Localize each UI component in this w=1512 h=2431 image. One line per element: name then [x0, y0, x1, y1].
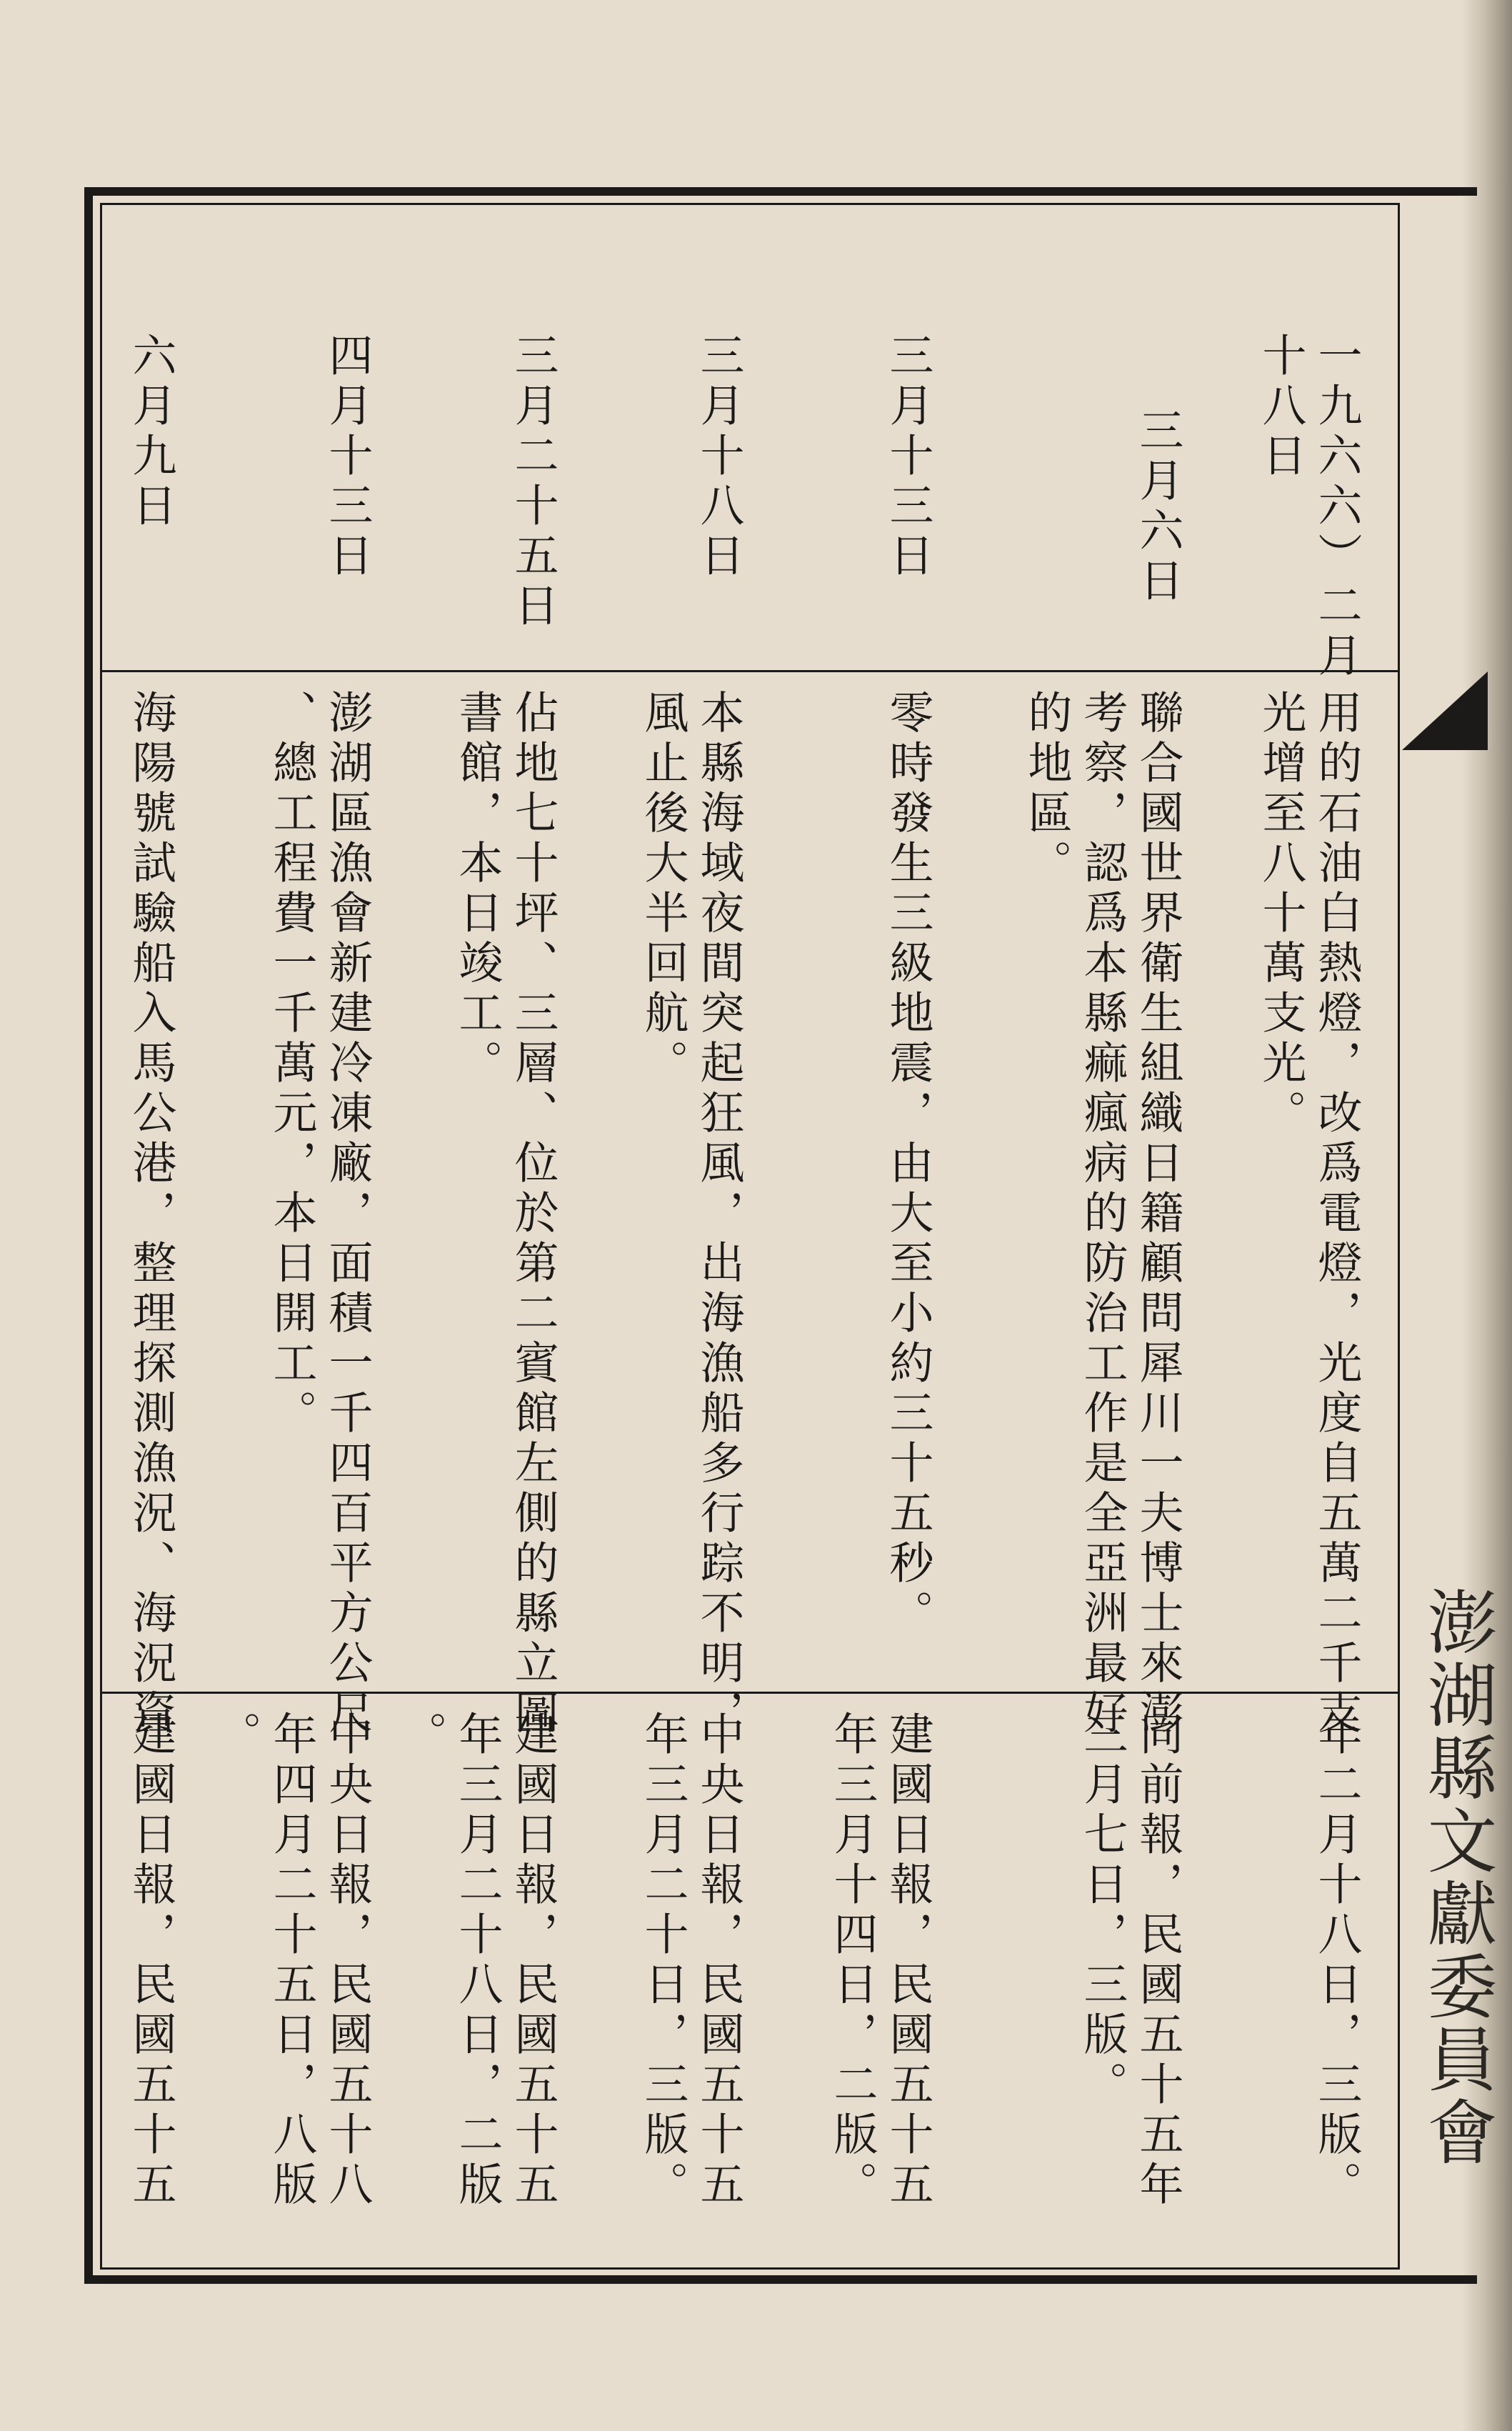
entry-source-line: 中央日報，民國五十八	[321, 1711, 374, 2211]
entry-event-line: 用的石油白熱燈，改爲電燈，光度自五萬二千支	[1311, 689, 1363, 1739]
column-divider-source	[100, 1692, 1400, 1694]
entry-event-line: 海陽號試驗船入馬公港，整理探測漁況、海況資	[125, 689, 177, 1739]
entry-event-line: 佔地七十坪、三層、位於第二賓館左側的縣立圖	[507, 689, 559, 1739]
entry-source-line: 。	[210, 1711, 262, 1761]
entry-event-line: 書館，本日竣工。	[451, 689, 504, 1089]
entry-date-line: 三月六日	[1132, 407, 1184, 607]
entry-date-line: 一九六六）二月	[1311, 332, 1363, 682]
entry-source-line: 年四月二十五日，八版	[266, 1711, 318, 2211]
entry-source-line: 中央日報，民國五十五	[693, 1711, 745, 2211]
entry-date-line: 六月九日	[125, 332, 177, 532]
entry-source-line: 同前報，民國五十五年	[1132, 1711, 1184, 2211]
entry-source-line: 年三月二十日，三版。	[637, 1711, 689, 2211]
column-divider-date	[100, 670, 1400, 672]
entry-source-line: 。	[396, 1711, 448, 1761]
entry-source-line: 年三月十四日，二版。	[826, 1711, 878, 2211]
entry-source-line: 建國日報，民國五十五	[125, 1711, 177, 2211]
entry-source-line: 建國日報，民國五十五	[507, 1711, 559, 2211]
side-title: 澎湖縣文獻委員會	[1416, 1586, 1497, 2169]
entry-event-line: 澎湖區漁會新建冷凍廠，面積一千四百平方公尺	[321, 689, 374, 1739]
entry-date-line: 三月二十五日	[507, 332, 559, 632]
entry-event-line: 、總工程費一千萬元，本日開工。	[266, 689, 318, 1439]
entry-date-line: 十八日	[1255, 332, 1307, 482]
entry-event-line: 零時發生三級地震，由大至小約三十五秒。	[882, 689, 934, 1639]
entry-event-line: 聯合國世界衛生組織日籍顧問犀川一夫博士來澎	[1132, 689, 1184, 1739]
entry-date-line: 三月十三日	[882, 332, 934, 582]
entry-source-line: 建國日報，民國五十五	[882, 1711, 934, 2211]
entry-source-line: 年二月十八日，三版。	[1311, 1711, 1363, 2211]
entry-event-line: 的地區。	[1021, 689, 1073, 889]
entry-source-line: 年三月二十八日，二版	[451, 1711, 504, 2211]
entry-event-line: 考察，認爲本縣痲瘋病的防治工作是全亞洲最好	[1076, 689, 1128, 1739]
entry-event-line: 風止後大半回航。	[637, 689, 689, 1089]
entry-event-line: 本縣海域夜間突起狂風，出海漁船多行踪不明，	[693, 689, 745, 1739]
entry-date-line: 三月十八日	[693, 332, 745, 582]
entry-event-line: 光增至八十萬支光。	[1255, 689, 1307, 1139]
entry-date-line: 四月十三日	[321, 332, 374, 582]
entry-source-line: 三月七日，三版。	[1076, 1711, 1128, 2111]
